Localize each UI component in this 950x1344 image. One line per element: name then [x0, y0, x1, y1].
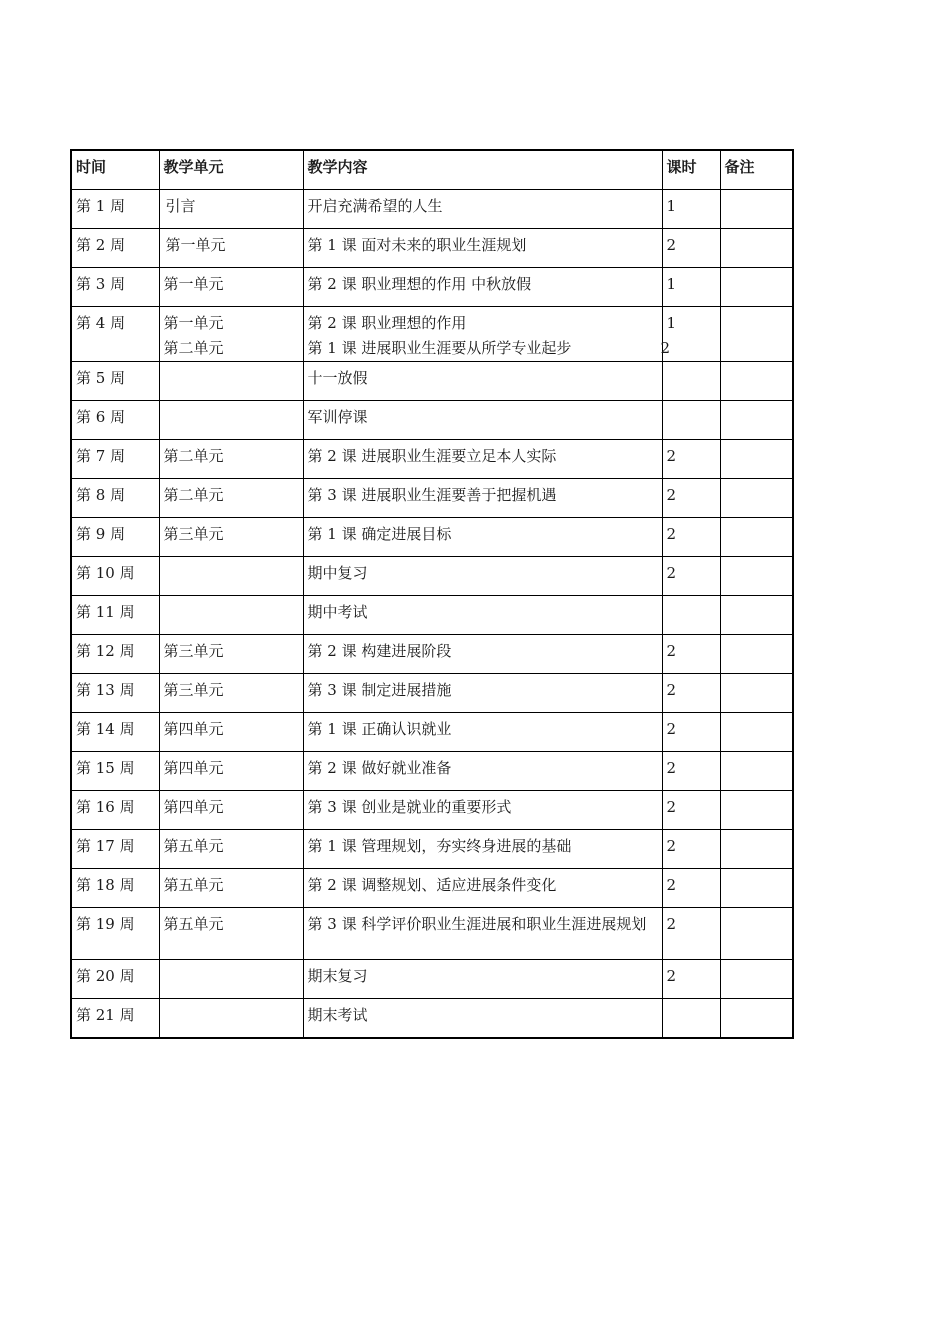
- table-row: [71, 596, 793, 635]
- cell-unit: 引言: [159, 190, 303, 229]
- cell-time: 第 7 周: [71, 440, 159, 479]
- cell-content: [303, 307, 662, 362]
- cell-unit: [159, 362, 303, 401]
- table-row: [71, 557, 793, 596]
- cell-content: 第 3 课 创业是就业的重要形式: [303, 791, 662, 830]
- cell-hours: 2: [662, 908, 720, 960]
- table-row: [71, 960, 793, 999]
- unit-line: 第二单元: [163, 339, 224, 357]
- unit-line: 第一单元: [163, 314, 224, 332]
- cell-hours: 2: [662, 960, 720, 999]
- table-row: [71, 190, 793, 229]
- cell-unit: 第一单元: [159, 229, 303, 268]
- cell-content: 第 1 课 确定进展目标: [303, 518, 662, 557]
- cell-hours: 1: [662, 268, 720, 307]
- cell-content: 第 1 课 正确认识就业: [303, 713, 662, 752]
- cell-unit: [159, 596, 303, 635]
- table-row: [71, 674, 793, 713]
- cell-hours: 2: [662, 674, 720, 713]
- cell-time: 第 11 周: [71, 596, 159, 635]
- cell-content: 第 1 课 管理规划，夯实终身进展的基础: [303, 830, 662, 869]
- cell-notes: [720, 713, 793, 752]
- table-row: [71, 479, 793, 518]
- cell-content: 期末考试: [303, 999, 662, 1039]
- hours-line: 2: [660, 339, 671, 357]
- cell-unit: 第三单元: [159, 518, 303, 557]
- table-body: [71, 190, 793, 1039]
- cell-content: 第 1 课 面对未来的职业生涯规划: [303, 229, 662, 268]
- cell-time: 第 1 周: [71, 190, 159, 229]
- cell-unit: 第一单元: [159, 268, 303, 307]
- cell-hours: 2: [662, 440, 720, 479]
- cell-content: 期末复习: [303, 960, 662, 999]
- table-row: [71, 908, 793, 960]
- cell-hours: 2: [662, 518, 720, 557]
- cell-notes: [720, 229, 793, 268]
- cell-time: 第 3 周: [71, 268, 159, 307]
- cell-unit: 第五单元: [159, 869, 303, 908]
- cell-notes: [720, 674, 793, 713]
- hours-line: 1: [666, 314, 677, 332]
- cell-notes: [720, 190, 793, 229]
- header-notes: 备注: [720, 150, 793, 190]
- cell-content: 第 2 课 职业理想的作用 中秋放假: [303, 268, 662, 307]
- table-row: [71, 401, 793, 440]
- cell-time: 第 4 周: [71, 307, 159, 362]
- cell-hours: [662, 999, 720, 1039]
- cell-time: 第 12 周: [71, 635, 159, 674]
- cell-unit: 第三单元: [159, 635, 303, 674]
- header-content: 教学内容: [303, 150, 662, 190]
- table-row: [71, 635, 793, 674]
- cell-notes: [720, 268, 793, 307]
- cell-unit: 第二单元: [159, 440, 303, 479]
- cell-notes: [720, 557, 793, 596]
- cell-unit: 第四单元: [159, 713, 303, 752]
- table-row: [71, 307, 793, 362]
- header-hours: 课时: [662, 150, 720, 190]
- cell-unit: 第五单元: [159, 908, 303, 960]
- table-row: [71, 229, 793, 268]
- cell-hours: 2: [662, 791, 720, 830]
- table-row: [71, 830, 793, 869]
- cell-hours: [662, 307, 720, 362]
- table-header-row: [71, 150, 793, 190]
- table-row: [71, 869, 793, 908]
- cell-content: 第 3 课 科学评价职业生涯进展和职业生涯进展规划: [303, 908, 662, 960]
- cell-hours: 2: [662, 479, 720, 518]
- cell-hours: 2: [662, 557, 720, 596]
- cell-unit: [159, 307, 303, 362]
- cell-hours: [662, 401, 720, 440]
- table-row: [71, 999, 793, 1039]
- cell-content: 第 2 课 进展职业生涯要立足本人实际: [303, 440, 662, 479]
- cell-hours: 1: [662, 190, 720, 229]
- cell-hours: 2: [662, 713, 720, 752]
- cell-time: 第 10 周: [71, 557, 159, 596]
- table-row: [71, 518, 793, 557]
- cell-unit: 第四单元: [159, 791, 303, 830]
- cell-time: 第 20 周: [71, 960, 159, 999]
- cell-hours: 2: [662, 229, 720, 268]
- cell-time: 第 5 周: [71, 362, 159, 401]
- cell-time: 第 13 周: [71, 674, 159, 713]
- cell-notes: [720, 908, 793, 960]
- table-row: [71, 713, 793, 752]
- cell-content: 第 2 课 调整规划、适应进展条件变化: [303, 869, 662, 908]
- cell-notes: [720, 960, 793, 999]
- cell-unit: [159, 960, 303, 999]
- cell-content: 第 3 课 进展职业生涯要善于把握机遇: [303, 479, 662, 518]
- cell-content: 十一放假: [303, 362, 662, 401]
- cell-time: 第 19 周: [71, 908, 159, 960]
- cell-notes: [720, 999, 793, 1039]
- cell-time: 第 9 周: [71, 518, 159, 557]
- table-row: [71, 268, 793, 307]
- cell-hours: 2: [662, 869, 720, 908]
- cell-content: 开启充满希望的人生: [303, 190, 662, 229]
- teaching-schedule-table: [70, 149, 794, 1039]
- cell-notes: [720, 596, 793, 635]
- cell-hours: 2: [662, 635, 720, 674]
- cell-unit: 第四单元: [159, 752, 303, 791]
- cell-time: 第 16 周: [71, 791, 159, 830]
- cell-time: 第 15 周: [71, 752, 159, 791]
- cell-content: 期中复习: [303, 557, 662, 596]
- cell-unit: [159, 401, 303, 440]
- cell-notes: [720, 752, 793, 791]
- content-line: 第 1 课 进展职业生涯要从所学专业起步: [307, 339, 572, 357]
- cell-notes: [720, 362, 793, 401]
- table-row: [71, 791, 793, 830]
- cell-notes: [720, 440, 793, 479]
- header-time: 时间: [71, 150, 159, 190]
- cell-time: 第 2 周: [71, 229, 159, 268]
- cell-content: 第 3 课 制定进展措施: [303, 674, 662, 713]
- cell-notes: [720, 401, 793, 440]
- cell-hours: [662, 596, 720, 635]
- cell-notes: [720, 518, 793, 557]
- cell-notes: [720, 830, 793, 869]
- header-unit: 教学单元: [159, 150, 303, 190]
- cell-hours: 2: [662, 830, 720, 869]
- cell-notes: [720, 869, 793, 908]
- cell-content: 第 2 课 做好就业准备: [303, 752, 662, 791]
- cell-time: 第 14 周: [71, 713, 159, 752]
- table-row: [71, 752, 793, 791]
- cell-content: 军训停课: [303, 401, 662, 440]
- cell-time: 第 6 周: [71, 401, 159, 440]
- cell-time: 第 17 周: [71, 830, 159, 869]
- cell-unit: [159, 999, 303, 1039]
- cell-unit: [159, 557, 303, 596]
- cell-content: 第 2 课 构建进展阶段: [303, 635, 662, 674]
- cell-notes: [720, 479, 793, 518]
- content-line: 第 2 课 职业理想的作用: [307, 314, 467, 332]
- cell-time: 第 21 周: [71, 999, 159, 1039]
- cell-notes: [720, 635, 793, 674]
- cell-unit: 第二单元: [159, 479, 303, 518]
- table-row: [71, 440, 793, 479]
- cell-notes: [720, 791, 793, 830]
- cell-unit: 第三单元: [159, 674, 303, 713]
- table-row: [71, 362, 793, 401]
- cell-notes: [720, 307, 793, 362]
- cell-time: 第 18 周: [71, 869, 159, 908]
- cell-hours: [662, 362, 720, 401]
- cell-content: 期中考试: [303, 596, 662, 635]
- cell-hours: 2: [662, 752, 720, 791]
- cell-unit: 第五单元: [159, 830, 303, 869]
- cell-time: 第 8 周: [71, 479, 159, 518]
